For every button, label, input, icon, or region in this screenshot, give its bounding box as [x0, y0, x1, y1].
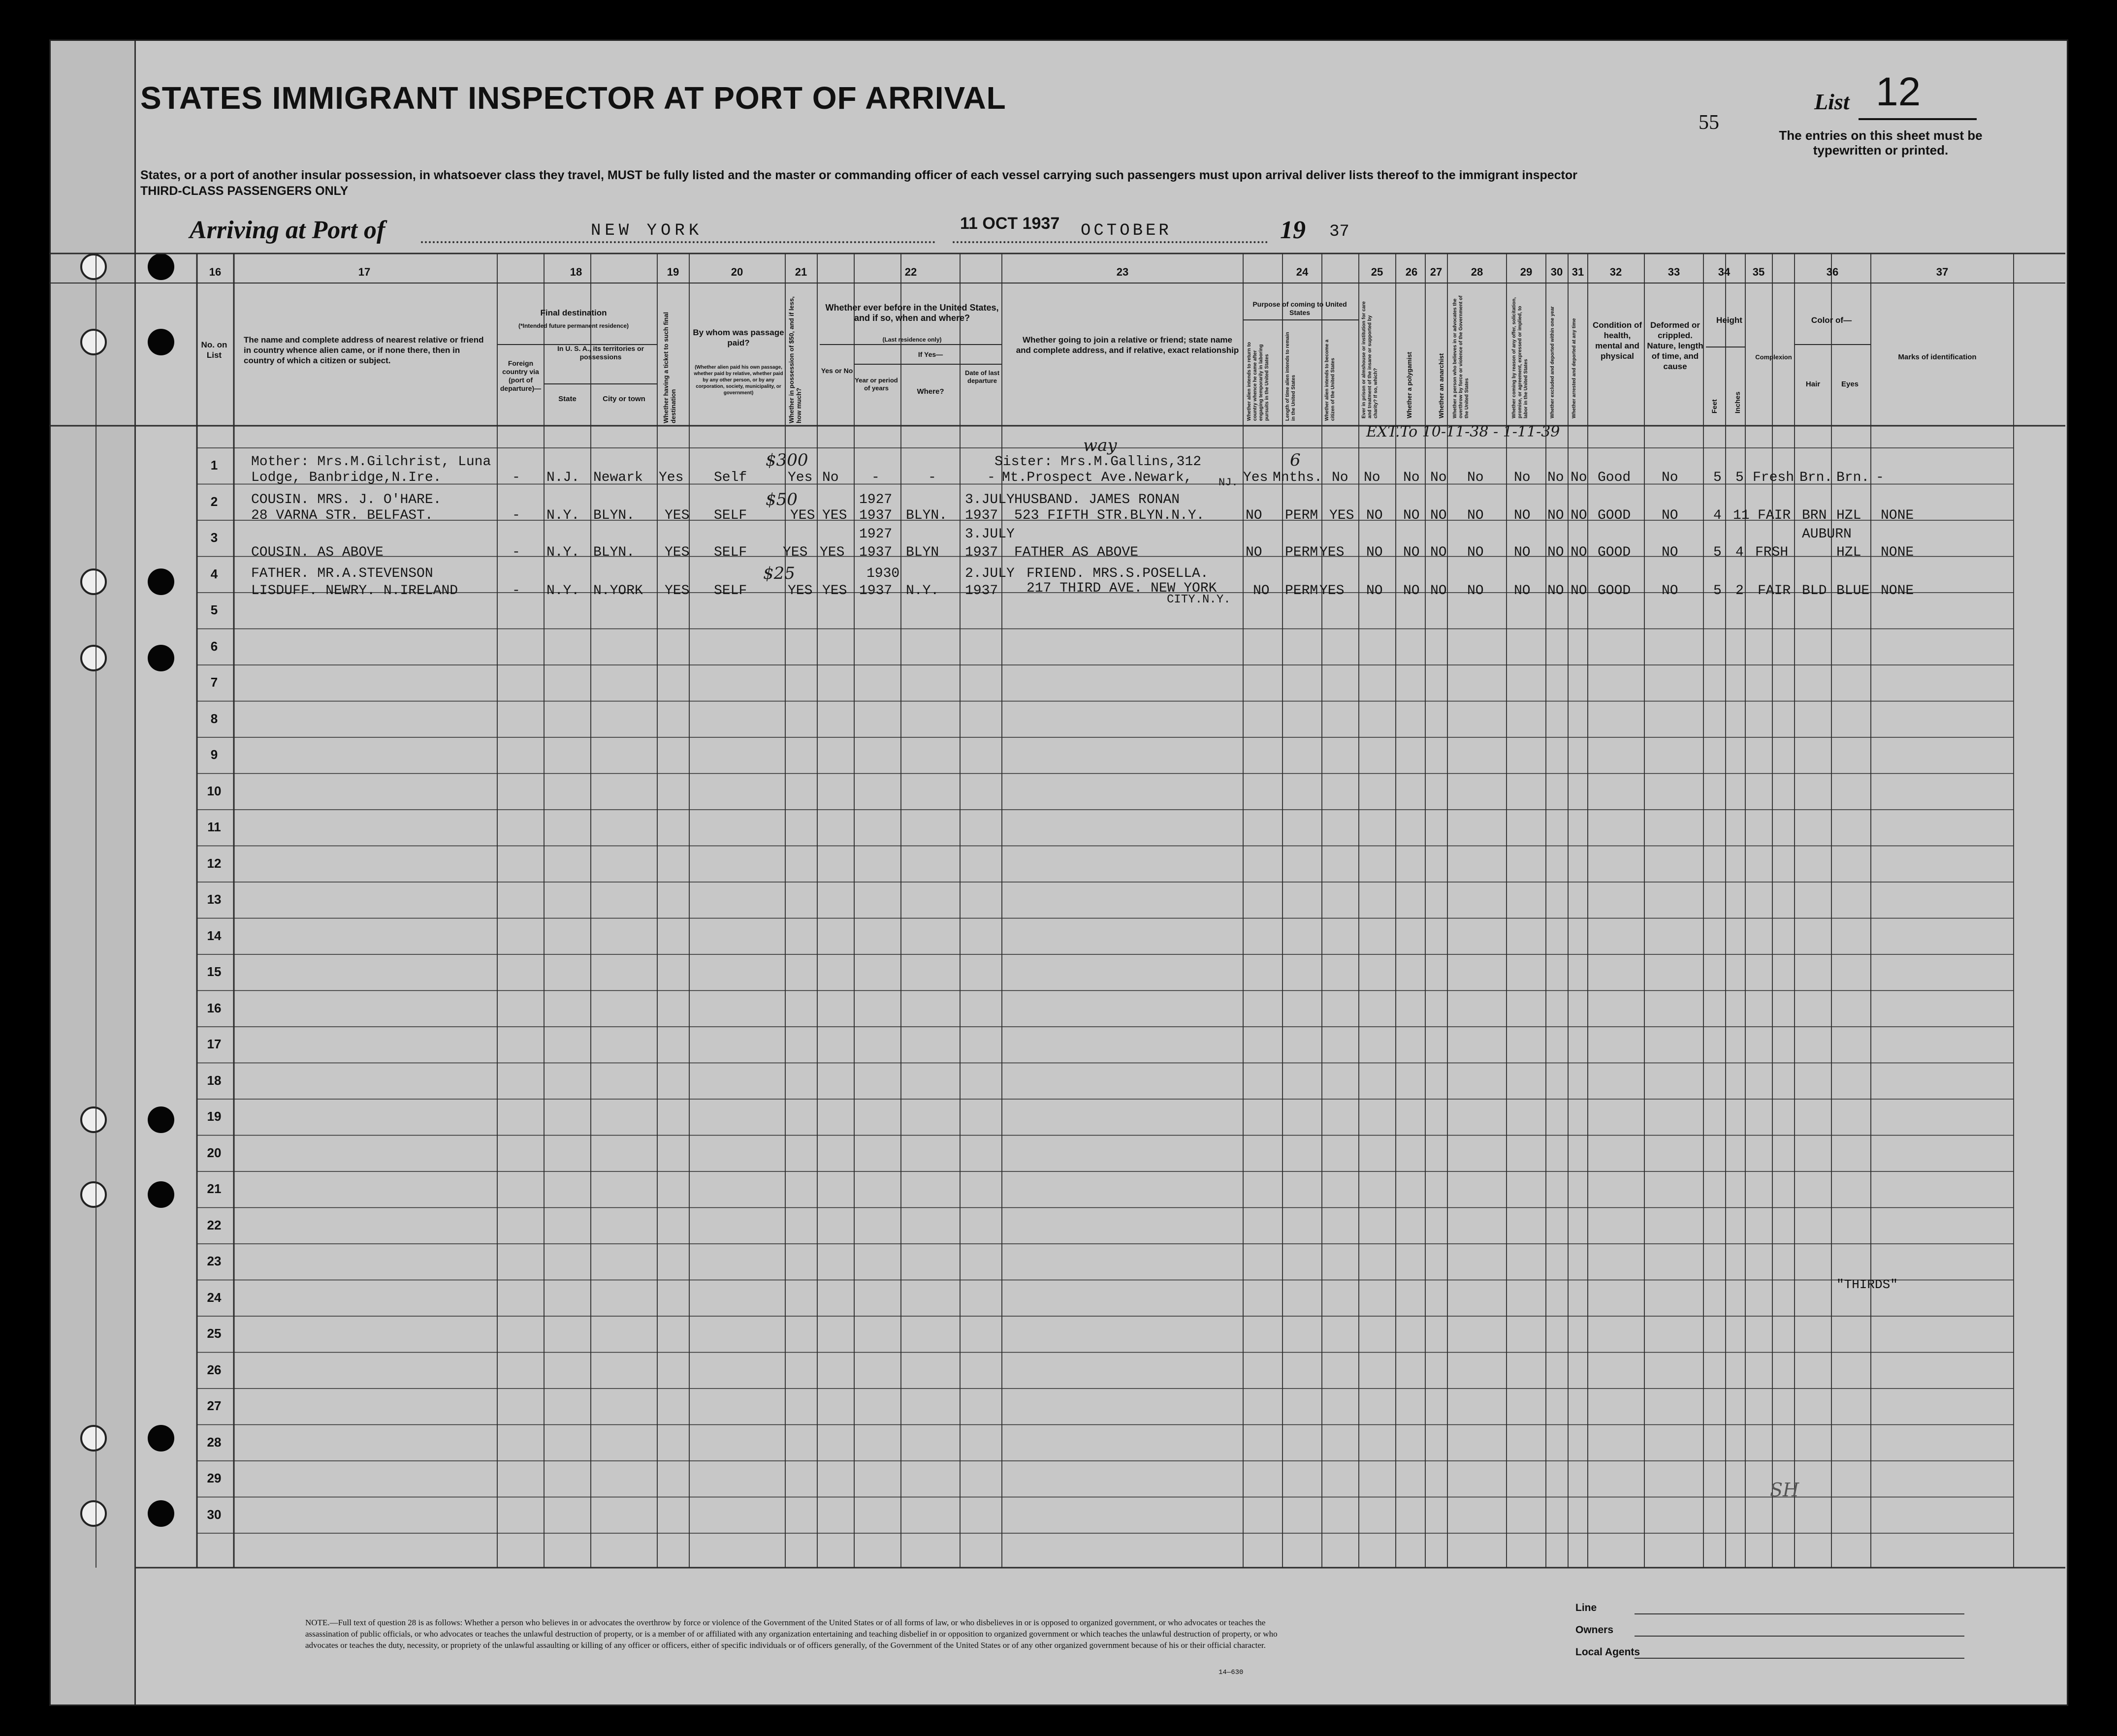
row3-hair: AUBURN	[1802, 527, 1852, 542]
row3b-polygamist: NO	[1403, 545, 1420, 560]
row2-eyes: HZL	[1836, 508, 1861, 523]
row-number: 12	[207, 855, 222, 871]
row3b-eyes: HZL	[1836, 545, 1861, 560]
subtitle: States, or a port of another insular possession, in whatsoever class they travel, MUST be fully listed and the master or commanding officer of each vessel carrying such passengers must upon arrival deliver lists thereof to the immigrant inspector	[140, 168, 1577, 182]
header-city: City or town	[603, 395, 645, 403]
row-number: 26	[207, 1362, 222, 1377]
row4-q31: NO	[1571, 583, 1587, 599]
row1-return: Yes	[1243, 470, 1268, 485]
column-number: 22	[904, 266, 917, 278]
row2-state: N.Y.	[546, 508, 580, 523]
row3b-q30: NO	[1547, 545, 1564, 560]
row3b-marks: NONE	[1881, 545, 1914, 560]
inspector-initials: SH	[1770, 1479, 1799, 1501]
row3b-ticket: YES	[665, 545, 690, 560]
row1-deformed: No	[1662, 470, 1678, 485]
page-mark: 55	[1699, 111, 1719, 134]
typing-instructions: The entries on this sheet must be typewritten or printed.	[1779, 128, 1983, 158]
header-before-us: Whether ever before in the United States, and if so, when and where?	[825, 303, 999, 323]
column-number: 23	[1116, 266, 1129, 278]
row-number: 28	[207, 1434, 222, 1450]
header-purpose-citizen: Whether alien intends to become a citizen of the United States	[1324, 339, 1336, 421]
row4-inches: 2	[1735, 583, 1744, 599]
row2-money-hand: $50	[766, 490, 798, 509]
row-number: 3	[210, 530, 218, 545]
row3b-q31: NO	[1571, 545, 1587, 560]
column-number: 24	[1296, 266, 1309, 278]
row3b-relative: COUSIN. AS ABOVE	[251, 545, 384, 560]
list-number: 12	[1876, 69, 1921, 114]
row4-feet: 5	[1713, 583, 1722, 599]
row1-state: N.J.	[546, 470, 580, 485]
row2-join-2: 523 FIFTH STR.BLYN.N.Y.	[1014, 508, 1205, 523]
row1-year: -	[871, 470, 880, 485]
list-label: List	[1814, 89, 1850, 114]
row3b-join: FATHER AS ABOVE	[1014, 545, 1139, 560]
row3b-where: BLYN	[906, 545, 939, 560]
header-complexion: Complexion	[1755, 353, 1792, 361]
row2-ticket: YES	[665, 508, 690, 523]
row-number: 10	[207, 783, 222, 798]
row4-via: -	[512, 583, 520, 599]
header-feet: Feet	[1710, 399, 1718, 413]
manifest-sheet	[49, 39, 2068, 1706]
row-number: 24	[207, 1290, 222, 1305]
header-prison: Ever in prison or almshouse or institution for care and treatment of the insane or supported by charity? If so, which?	[1361, 301, 1379, 418]
row3b-year: 1937	[859, 545, 893, 560]
header-q29: Whether coming by reason of any offer, solicitation, promise, or agreement, expressed or implied, to labor in the United States	[1511, 297, 1529, 418]
punch-hole	[148, 1106, 174, 1133]
punch-hole	[148, 1181, 174, 1208]
row-number: 18	[207, 1073, 222, 1088]
row1-join-hand: way	[1083, 436, 1117, 455]
row2-length: PERM	[1285, 508, 1318, 523]
row2-complexion: FAIR	[1758, 508, 1791, 523]
row2-year: 1927	[859, 492, 893, 507]
row2-q28: NO	[1467, 508, 1484, 523]
row4-relative: FATHER. MR.A.STEVENSON	[251, 566, 433, 581]
row1-feet: 5	[1713, 470, 1722, 485]
row4-money: YES	[788, 583, 813, 599]
row3b-state: N.Y.	[546, 545, 580, 560]
punch-hole	[80, 1425, 107, 1452]
year-prefix: 19	[1280, 216, 1306, 244]
row4-year: 1930	[866, 566, 900, 581]
row-number: 29	[207, 1471, 222, 1485]
row4-paid: SELF	[714, 583, 747, 599]
row2-anarchist: NO	[1430, 508, 1447, 523]
header-marks: Marks of identification	[1898, 353, 1977, 361]
class-line: THIRD-CLASS PASSENGERS ONLY	[140, 184, 349, 198]
row2-relative-2: 28 VARNA STR. BELFAST.	[251, 508, 433, 523]
date-line	[953, 241, 1268, 243]
row4-health: GOOD	[1598, 583, 1631, 599]
row4-year-2: 1937	[859, 583, 893, 599]
header-purpose: Purpose of coming to United States	[1252, 300, 1347, 316]
header-if-yes: If Yes—	[918, 350, 943, 358]
row3b-money: YES	[783, 545, 808, 560]
column-number: 19	[667, 266, 679, 278]
row-number: 21	[207, 1181, 222, 1196]
row1-before: No	[822, 470, 839, 485]
row4-before: YES	[822, 583, 847, 599]
header-last-residence: (Last residence only)	[882, 336, 942, 343]
column-number: 20	[731, 266, 743, 278]
header-q28: Whether a person who believes in or advocates the overthrow by force or violence of the Government of the United States	[1452, 295, 1470, 418]
row1-length: Mnths.	[1273, 470, 1322, 485]
row2-where: BLYN.	[906, 508, 948, 523]
row1-q28: No	[1467, 470, 1484, 485]
row1-money-hand: $300	[766, 450, 808, 470]
header-where: Where?	[917, 387, 944, 396]
header-height: Height	[1716, 316, 1742, 325]
header-deformed: Deformed or crippled. Nature, length of time, and cause	[1647, 320, 1703, 371]
row4-ticket: YES	[665, 583, 690, 599]
row1-extension-note: EXT.To 10-11-38 - 1-11-39	[1366, 423, 1560, 441]
row2-prison: NO	[1366, 508, 1383, 523]
row1-paid: Self	[714, 470, 747, 485]
row1-relative: Mother: Mrs.M.Gilchrist, Luna	[251, 454, 491, 470]
header-ticket: Whether having a ticket to such final destination	[662, 312, 677, 423]
row4-citizen: YES	[1319, 583, 1345, 599]
punch-hole	[148, 329, 174, 355]
column-number: 32	[1609, 266, 1622, 278]
agents-label: Local Agents	[1575, 1646, 1640, 1658]
row3b-anarchist: NO	[1430, 545, 1447, 560]
row1-via: -	[512, 470, 520, 485]
arriving-label: Arriving at Port of	[190, 216, 385, 244]
header-eyes: Eyes	[1841, 380, 1859, 388]
row2-year-2: 1937	[859, 508, 893, 523]
header-date-departure: Date of last departure	[964, 369, 1000, 384]
row4-deformed: NO	[1662, 583, 1678, 599]
header-purpose-return: Whether alien intends to return to country whence he came after engaging temporarily in laboring pursuits in the United States	[1247, 342, 1270, 421]
punch-hole	[80, 1106, 107, 1133]
row-number: 15	[207, 964, 222, 979]
row4-join-state: CITY.N.Y.	[1167, 593, 1231, 606]
row1-city: Newark	[593, 470, 643, 485]
row4-q28: NO	[1467, 583, 1484, 599]
agents-underline	[1635, 1658, 1964, 1659]
header-q30: Whether excluded and deported within one year	[1550, 306, 1555, 418]
row4-hair: BLD	[1802, 583, 1827, 599]
header-in-usa: In U. S. A., its territories or possessions	[557, 345, 644, 361]
header-hair: Hair	[1805, 380, 1821, 388]
row3b-q29: NO	[1514, 545, 1531, 560]
row1-marks: -	[1876, 470, 1884, 485]
row3b-via: -	[512, 545, 520, 560]
row-number: 25	[207, 1326, 222, 1341]
header-purpose-length: Length of time alien intends to remain in the United States	[1285, 332, 1296, 421]
row4-departure-2: 1937	[965, 583, 998, 599]
header-no-on-list: No. on List	[201, 340, 227, 360]
punch-hole	[148, 253, 174, 280]
row3b-q28: NO	[1467, 545, 1484, 560]
row2-via: -	[512, 508, 520, 523]
header-final-destination: Final destination	[540, 308, 607, 317]
column-number: 37	[1936, 266, 1949, 278]
row1-anarchist: No	[1430, 470, 1447, 485]
row2-q29: NO	[1514, 508, 1531, 523]
column-number: 30	[1550, 266, 1563, 278]
punch-hole	[80, 329, 107, 355]
column-number: 16	[209, 266, 222, 278]
row1-departure: -	[987, 470, 995, 485]
row1-inches: 5	[1735, 470, 1744, 485]
row3-departure: 3.JULY	[965, 527, 1015, 542]
row3b-departure: 1937	[965, 545, 998, 560]
header-polygamist: Whether a polygamist	[1406, 351, 1413, 418]
header-anarchist: Whether an anarchist	[1438, 353, 1445, 418]
row-number: 8	[210, 711, 218, 726]
row3b-health: GOOD	[1598, 545, 1631, 560]
column-number: 21	[795, 266, 807, 278]
row-number: 30	[207, 1507, 222, 1522]
row-number: 13	[207, 892, 222, 907]
port-line	[421, 241, 935, 243]
row3b-paid: SELF	[714, 545, 747, 560]
header-health: Condition of health, mental and physical	[1592, 320, 1642, 361]
row3b-inches: 4	[1735, 545, 1744, 560]
row2-join: HUSBAND. JAMES RONAN	[1014, 492, 1180, 507]
row3b-citizen: YES	[1319, 545, 1345, 560]
row4-money-hand: $25	[763, 564, 795, 583]
punch-hole	[148, 645, 174, 671]
row3b-complexion: FRSH	[1755, 545, 1789, 560]
row2-marks: NONE	[1881, 508, 1914, 523]
column-number: 17	[358, 266, 371, 278]
row-number: 6	[210, 638, 218, 654]
port-name: NEW YORK	[591, 221, 703, 240]
row2-polygamist: NO	[1403, 508, 1420, 523]
row2-q30: NO	[1547, 508, 1564, 523]
header-year-period: Year or period of years	[855, 377, 898, 392]
date-stamp: 11 OCT 1937	[960, 214, 1060, 233]
row-number: 22	[207, 1217, 222, 1232]
row-number: 11	[207, 820, 221, 834]
row1-join-2: Mt.Prospect Ave.Newark,	[1002, 470, 1192, 485]
row1-relative-2: Lodge, Banbridge,N.Ire.	[251, 470, 442, 485]
row4-state: N.Y.	[546, 583, 580, 599]
header-q31: Whether arrested and deported at any time	[1572, 318, 1577, 418]
punch-hole	[80, 1500, 107, 1527]
row2-city: BLYN.	[593, 508, 635, 523]
row1-join: Sister: Mrs.M.Gallins,312	[994, 454, 1202, 470]
row3b-return: NO	[1246, 545, 1262, 560]
punch-hole	[80, 568, 107, 595]
header-relative: The name and complete address of nearest relative or friend in country whence alien came, or if none there, then in country of which a citizen or subject.	[244, 335, 484, 365]
column-number: 36	[1826, 266, 1839, 278]
row4-length: PERM	[1285, 583, 1318, 599]
row4-join: FRIEND. MRS.S.POSELLA.	[1026, 566, 1209, 581]
row4-join-2: 217 THIRD AVE. NEW YORK	[1026, 581, 1217, 596]
header-color-of: Color of—	[1811, 316, 1852, 325]
header-state: State	[558, 395, 577, 403]
header-inches: Inches	[1733, 391, 1741, 413]
row4-eyes: BLUE	[1836, 583, 1870, 599]
column-number: 35	[1752, 266, 1765, 278]
row2-citizen: YES	[1329, 508, 1354, 523]
header-yes-no: Yes or No	[821, 367, 853, 375]
punch-hole	[148, 1500, 174, 1527]
row1-length-hand: 6	[1290, 450, 1301, 470]
row4-q29: NO	[1514, 583, 1531, 599]
row2-departure-2: 1937	[965, 508, 998, 523]
row1-money: Yes	[788, 470, 813, 485]
row3b-before: YES	[820, 545, 845, 560]
row4-anarchist: NO	[1430, 583, 1447, 599]
row1-prison: No	[1364, 470, 1380, 485]
column-number: 27	[1430, 266, 1443, 278]
year-suffix: 37	[1329, 222, 1349, 241]
list-underline	[1859, 118, 1977, 120]
row1-citizen: No	[1332, 470, 1348, 485]
thirds-stamp: "THIRDS"	[1836, 1277, 1898, 1292]
header-passage-paid: By whom was passage paid?	[693, 328, 784, 347]
line-label: Line	[1575, 1602, 1597, 1613]
punch-hole	[80, 645, 107, 671]
form-number: 14—630	[1219, 1669, 1244, 1676]
row3b-length: PERM	[1285, 545, 1318, 560]
row1-join-state: NJ.	[1219, 476, 1238, 489]
punch-hole	[80, 1181, 107, 1208]
column-number: 25	[1371, 266, 1383, 278]
row4-complexion: FAIR	[1758, 583, 1791, 599]
row-number: 27	[207, 1398, 222, 1413]
header-passage-note: (Whether alien paid his own passage, whether paid by relative, whether paid by any other person, or by any corporation, society, municipality, or government)	[694, 365, 783, 396]
row-number: 9	[210, 747, 218, 762]
row-number: 5	[210, 602, 218, 617]
owners-label: Owners	[1575, 1624, 1614, 1636]
row-number: 14	[207, 928, 222, 943]
header-final-destination-note: (*Intended future permanent residence)	[518, 322, 629, 329]
column-number: 33	[1668, 266, 1680, 278]
row1-health: Good	[1598, 470, 1631, 485]
row2-q31: NO	[1571, 508, 1587, 523]
header-foreign-country: Foreign country via (port of departure)—	[500, 359, 542, 392]
punch-hole	[80, 253, 107, 280]
row2-hair: BRN	[1802, 508, 1827, 523]
row1-q31: No	[1571, 470, 1587, 485]
header-join-relative: Whether going to join a relative or friend; state name and complete address, and if relative, exact relationship	[1016, 335, 1239, 355]
row2-relative: COUSIN. MRS. J. O'HARE.	[251, 492, 442, 507]
row1-ticket: Yes	[659, 470, 684, 485]
question-28-note: NOTE.—Full text of question 28 is as follows: Whether a person who believes in or advocates the overthrow by force or violence of the Government of the United States or of all forms of law, or who disbelieves in or is opposed to organized government, or who advocates or teaches the assassination of public officials, or who advocates or teaches the unlawful destruction of property, or is a member of or affiliated with any organization entertaining and teaching disbelief in or opposition to organized government or which teaches the unlawful destruction of property, or who advocates or teaches the duty, necessity, or propriety of the unlawful assaulting or killing of any officer or officers, either of specific individuals or of officers generally, of the Government of the United States or of any other organized government because of his or their official character.	[305, 1618, 1278, 1650]
header-possession-money: Whether in possession of $50, and if less, how much?	[788, 296, 802, 423]
row4-polygamist: NO	[1403, 583, 1420, 599]
owners-underline	[1635, 1636, 1964, 1637]
row4-prison: NO	[1366, 583, 1383, 599]
month: OCTOBER	[1081, 221, 1172, 240]
row1-polygamist: No	[1403, 470, 1420, 485]
column-number: 28	[1471, 266, 1483, 278]
row1-eyes: Brn.	[1836, 470, 1870, 485]
row4-departure: 2.JULY	[965, 566, 1015, 581]
row2-departure: 3.JULY	[965, 492, 1015, 507]
row4-relative-2: LISDUFF. NEWRY. N.IRELAND	[251, 583, 458, 599]
row-number: 4	[210, 566, 218, 581]
row4-q30: NO	[1547, 583, 1564, 599]
punch-hole	[148, 568, 174, 595]
row-number: 17	[207, 1037, 222, 1051]
row3b-deformed: NO	[1662, 545, 1678, 560]
row4-city: N.YORK	[593, 583, 643, 599]
column-number: 34	[1718, 266, 1731, 278]
row1-hair: Brn.	[1799, 470, 1833, 485]
row3-year: 1927	[859, 527, 893, 542]
row4-where: N.Y.	[906, 583, 939, 599]
row4-return: NO	[1253, 583, 1270, 599]
row1-q29: No	[1514, 470, 1531, 485]
row3b-city: BLYN.	[593, 545, 635, 560]
row4-marks: NONE	[1881, 583, 1914, 599]
row2-return: NO	[1246, 508, 1262, 523]
column-number: 29	[1520, 266, 1533, 278]
row1-where: -	[928, 470, 936, 485]
row1-q30: No	[1547, 470, 1564, 485]
row-number: 7	[210, 675, 218, 690]
punch-hole	[148, 1425, 174, 1452]
row2-deformed: NO	[1662, 508, 1678, 523]
row-number: 16	[207, 1000, 222, 1015]
binding-strip	[51, 41, 136, 1704]
page-title: STATES IMMIGRANT INSPECTOR AT PORT OF ARRIVAL	[140, 80, 1006, 116]
column-number: 31	[1572, 266, 1584, 278]
column-number: 18	[570, 266, 582, 278]
row-number: 1	[210, 458, 218, 473]
column-number: 26	[1405, 266, 1418, 278]
row1-complexion: Fresh	[1753, 470, 1795, 485]
row2-feet: 4	[1713, 508, 1722, 523]
row2-paid: SELF	[714, 508, 747, 523]
row3b-feet: 5	[1713, 545, 1722, 560]
row-number: 20	[207, 1145, 222, 1160]
row2-health: GOOD	[1598, 508, 1631, 523]
line-underline	[1635, 1613, 1964, 1614]
row-number: 2	[210, 494, 218, 509]
row3b-prison: NO	[1366, 545, 1383, 560]
row2-inches: 11	[1733, 508, 1750, 523]
row2-before: YES	[822, 508, 847, 523]
row-number: 23	[207, 1254, 222, 1268]
row2-money: YES	[790, 508, 815, 523]
row-number: 19	[207, 1109, 222, 1124]
